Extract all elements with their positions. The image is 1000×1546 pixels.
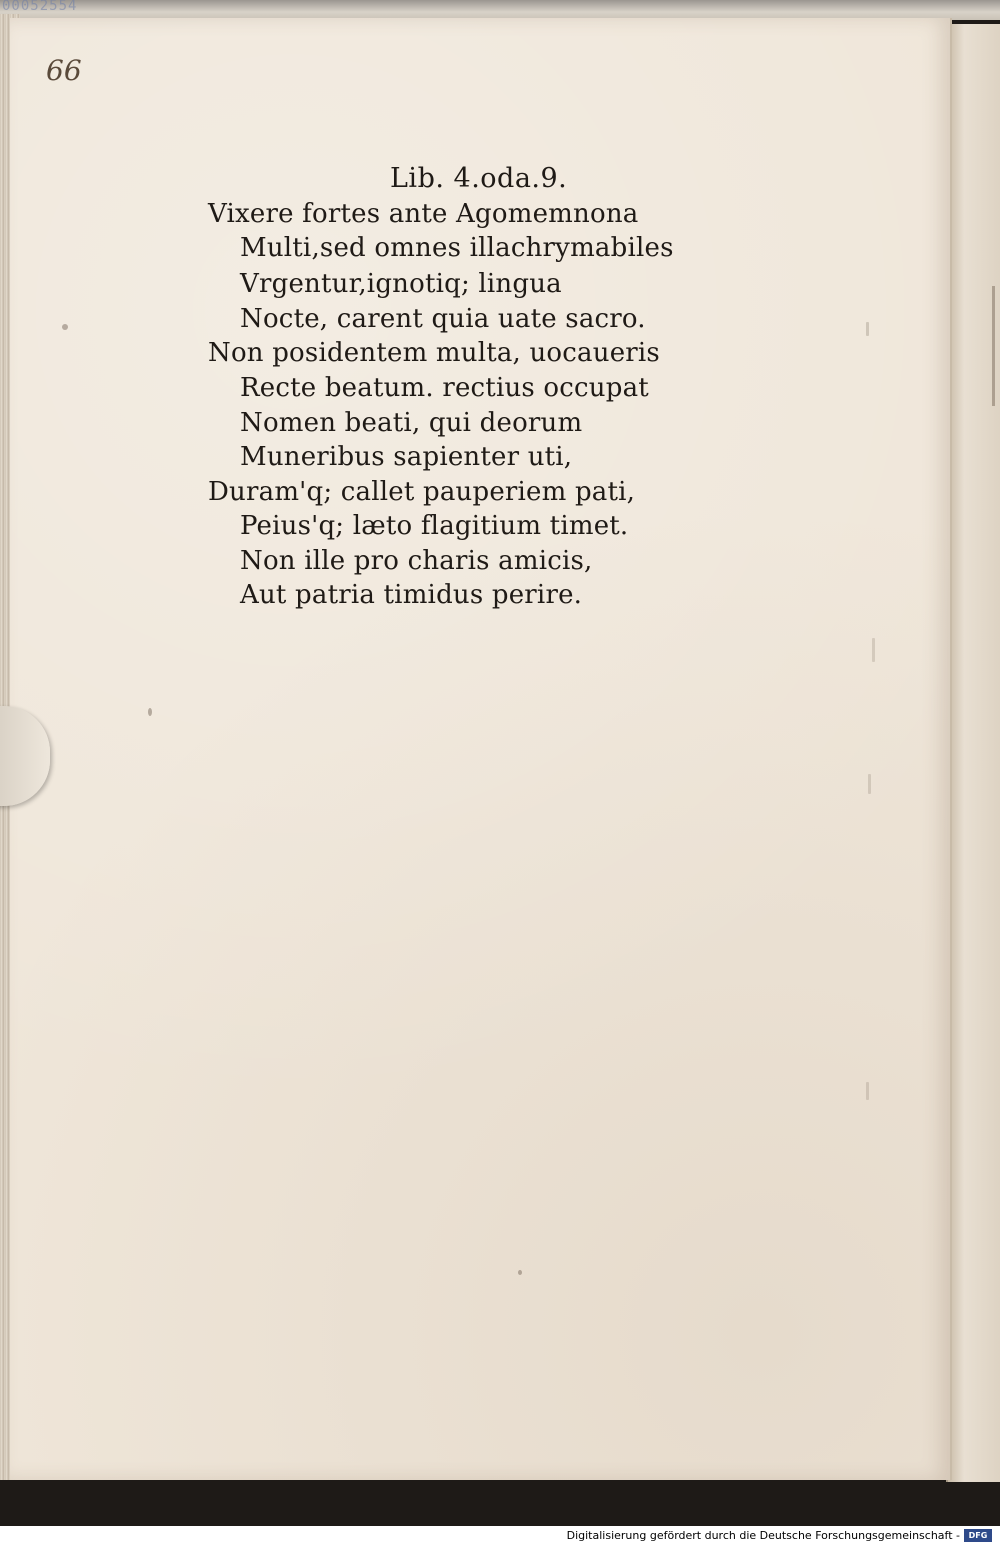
- poem-heading: Lib. 4.oda.9.: [390, 163, 568, 194]
- poem-line: Non ille pro charis amicis,: [240, 546, 593, 576]
- dfg-logo: DFG: [964, 1529, 992, 1542]
- poem-line: Nomen beati, qui deorum: [240, 408, 583, 438]
- poem-line: Aut patria timidus perire.: [240, 580, 583, 610]
- ink-fleck: [518, 1270, 522, 1275]
- poem-line: Muneribus sapienter uti,: [240, 442, 573, 472]
- bleed-through-mark: [872, 638, 875, 662]
- poem-line: Nocte, carent quia uate sacro.: [240, 304, 646, 334]
- poem-line: Vrgentur,ignotiq; lingua: [240, 269, 562, 299]
- reference-number: 00052554: [2, 0, 78, 14]
- bleed-through-mark: [992, 286, 995, 406]
- poem-line: Peius'q; læto flagitium timet.: [240, 511, 629, 541]
- ink-fleck: [148, 708, 152, 716]
- bleed-through-mark: [866, 322, 869, 336]
- footer-bar: [0, 1526, 1000, 1546]
- next-page-edge: [946, 24, 1000, 1482]
- poem-line: Vixere fortes ante Agomemnona: [208, 199, 639, 229]
- bleed-through-mark: [866, 1082, 869, 1100]
- poem-line: Recte beatum. rectius occupat: [240, 373, 649, 403]
- poem-line: Non posidentem multa, uocaueris: [208, 338, 660, 368]
- folio-number: 66: [46, 54, 82, 87]
- funding-credit: Digitalisierung gefördert durch die Deutsche Forschungsgemeinschaft -: [566, 1529, 960, 1542]
- scan-top-strip: [0, 0, 1000, 20]
- bleed-through-mark: [868, 774, 871, 794]
- poem-line: Multi,sed omnes illachrymabiles: [240, 233, 674, 263]
- book-page: [10, 18, 952, 1480]
- poem-line: Duram'q; callet pauperiem pati,: [208, 477, 636, 507]
- ink-fleck: [62, 324, 68, 330]
